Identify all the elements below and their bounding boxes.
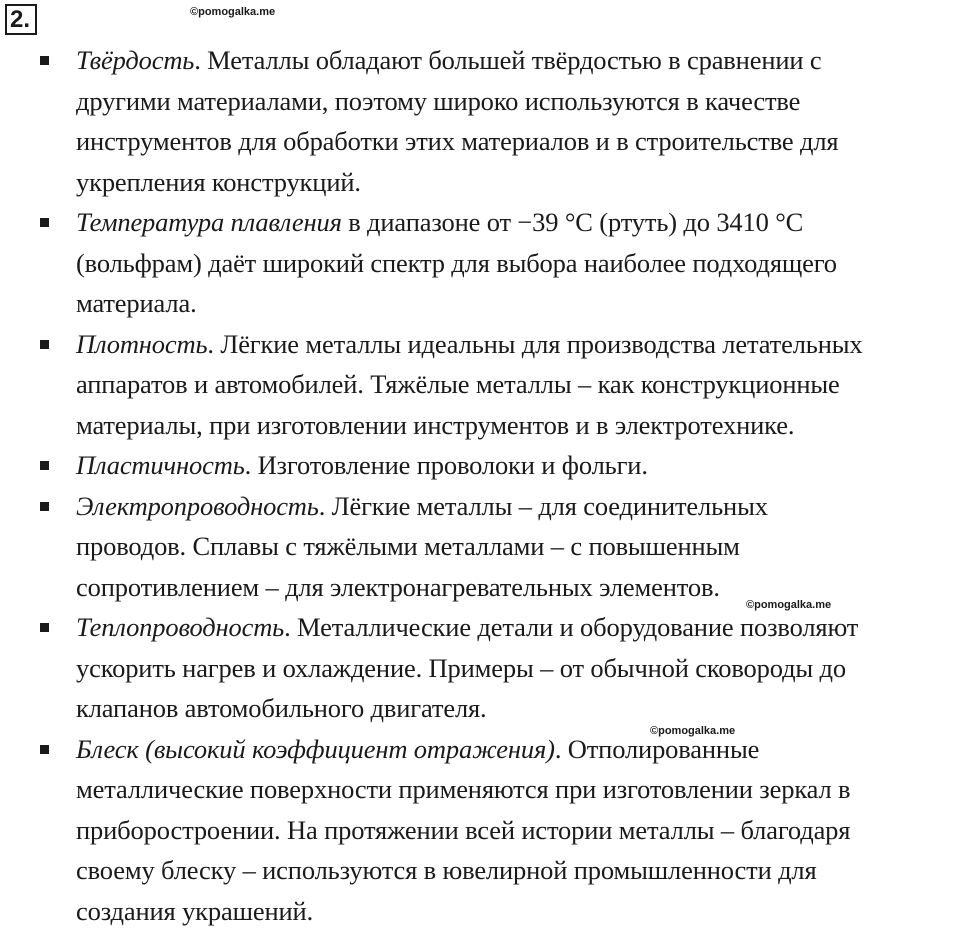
text-line: аппаратов и автомобилей. Тяжёлые металлы – как конструкционные bbox=[76, 364, 960, 405]
term: Пластичность bbox=[76, 450, 245, 480]
text: . Отполированные bbox=[555, 734, 759, 764]
text-line bbox=[76, 40, 960, 81]
bullet-icon bbox=[40, 745, 49, 754]
text-line: другими материалами, поэтому широко используются в качестве bbox=[76, 81, 960, 122]
text: . Лёгкие металлы идеальны для производства летательных bbox=[207, 329, 862, 359]
bullet-icon bbox=[40, 623, 49, 632]
text-line bbox=[76, 486, 960, 527]
text-line: клапанов автомобильного двигателя. bbox=[76, 688, 960, 729]
text-line bbox=[76, 607, 960, 648]
text-line: создания украшений. bbox=[76, 891, 960, 931]
text-line: своему блеску – используются в ювелирной промышленности для bbox=[76, 850, 960, 891]
watermark-middle: ©pomogalka.me bbox=[746, 599, 831, 611]
text-line: металлические поверхности применяются при изготовлении зеркал в bbox=[76, 769, 960, 810]
watermark-top: ©pomogalka.me bbox=[190, 6, 275, 18]
text-line: проводов. Сплавы с тяжёлыми металлами – с повышенным bbox=[76, 526, 960, 567]
text: в диапазоне от −39 °С (ртуть) до 3410 °С bbox=[342, 207, 803, 237]
text: . Лёгкие металлы – для соединительных bbox=[319, 491, 768, 521]
text-line bbox=[76, 324, 960, 365]
list-item-density bbox=[0, 324, 960, 446]
list-item-conductivity bbox=[0, 486, 960, 608]
text: . Металлы обладают большей твёрдостью в сравнении с bbox=[194, 45, 821, 75]
bullet-icon bbox=[40, 502, 49, 511]
list-item-hardness bbox=[0, 40, 960, 202]
bullet-icon bbox=[40, 461, 49, 470]
term: Температура плавления bbox=[76, 207, 342, 237]
term: Электропроводность bbox=[76, 491, 319, 521]
text: . Металлические детали и оборудование позволяют bbox=[284, 612, 858, 642]
bullet-icon bbox=[40, 56, 49, 65]
term: Плотность bbox=[76, 329, 207, 359]
properties-list bbox=[0, 40, 960, 931]
list-item-thermal-conductivity bbox=[0, 607, 960, 729]
list-item-luster bbox=[0, 729, 960, 931]
task-number: 2. bbox=[5, 4, 37, 35]
text-line bbox=[76, 729, 960, 770]
text-line: укрепления конструкций. bbox=[76, 162, 960, 203]
text-line: приборостроении. На протяжении всей истории металлы – благодаря bbox=[76, 810, 960, 851]
text-line: материала. bbox=[76, 283, 960, 324]
text-line: инструментов для обработки этих материалов и в строительстве для bbox=[76, 121, 960, 162]
bullet-icon bbox=[40, 340, 49, 349]
text-line: сопротивлением – для электронагревательных элементов. bbox=[76, 567, 960, 608]
text-line: материалы, при изготовлении инструментов и в электротехнике. bbox=[76, 405, 960, 446]
term: Блеск (высокий коэффициент отражения) bbox=[76, 734, 555, 764]
term: Твёрдость bbox=[76, 45, 194, 75]
text: . Изготовление проволоки и фольги. bbox=[245, 450, 648, 480]
text-line bbox=[76, 202, 960, 243]
bullet-icon bbox=[40, 218, 49, 227]
text-line: (вольфрам) даёт широкий спектр для выбора наиболее подходящего bbox=[76, 243, 960, 284]
term: Теплопроводность bbox=[76, 612, 284, 642]
list-item-melting-point bbox=[0, 202, 960, 324]
text-line: ускорить нагрев и охлаждение. Примеры – от обычной сковороды до bbox=[76, 648, 960, 689]
list-item-plasticity bbox=[0, 445, 960, 486]
watermark-lower: ©pomogalka.me bbox=[650, 725, 735, 737]
text-line bbox=[76, 445, 960, 486]
